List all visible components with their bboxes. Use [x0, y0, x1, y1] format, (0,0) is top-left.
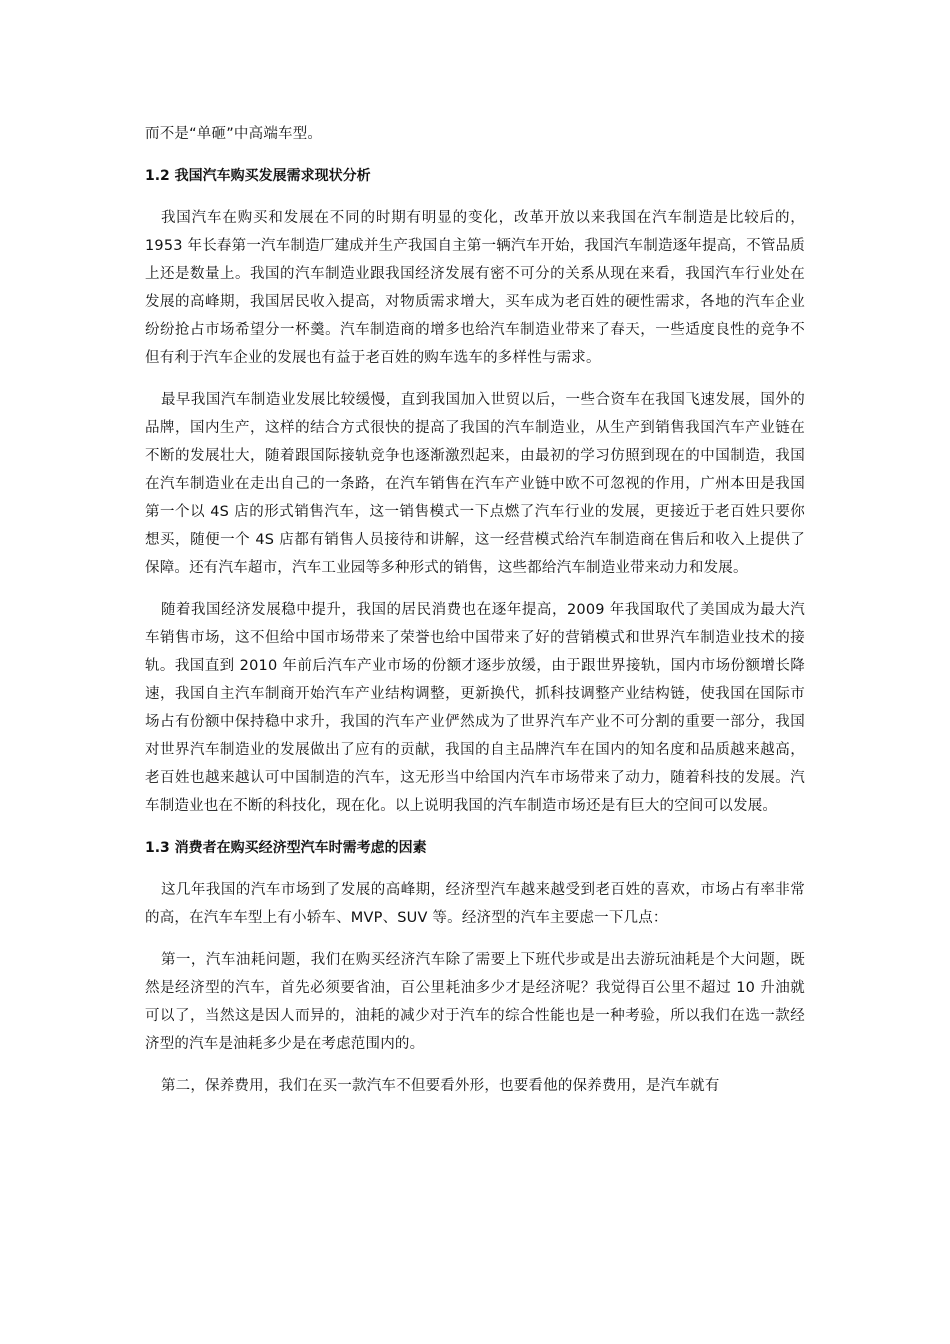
section-heading-1-3: 1.3 消费者在购买经济型汽车时需考虑的因素 — [145, 840, 427, 856]
paragraph: 随着我国经济发展稳中提升，我国的居民消费也在逐年提高，2009 年我国取代了美国成为最大汽车销售市场，这不但给中国市场带来了荣誉也给中国带来了好的营销模式和世界汽车制造业技术的接轨。我国直到 2010 年前后汽车产业市场的份额才逐步放缓，由于跟世界接轨，国内市场份额增长降速，我国自主汽车制商开始汽车产业结构调整，更新换代，抓科技调整产业结构链，使我国在国际市场占有份额中保持稳中求升，我国的汽车产业俨然成为了世界汽车产业不可分割的重要一部分，我国对世界汽车制造业的发展做出了应有的贡献，我国的自主品牌汽车在国内的知名度和品质越来越高，老百姓也越来越认可中国制造的汽车，这无形当中给国内汽车市场带来了动力，随着科技的发展。汽车制造业也在不断的科技化，现在化。以上说明我国的汽车制造市场还是有巨大的空间可以发展。 — [145, 602, 805, 814]
paragraph: 第一，汽车油耗问题，我们在购买经济汽车除了需要上下班代步或是出去游玩油耗是个大问题，既然是经济型的汽车，首先必须要省油，百公里耗油多少才是经济呢？我觉得百公里不超过 10 升油就可以了，当然这是因人而异的，油耗的减少对于汽车的综合性能也是一种考验，所以我们在选一款经济型的汽车是油耗多少是在考虑范围内的。 — [145, 952, 805, 1052]
paragraph: 第二，保养费用，我们在买一款汽车不但要看外形，也要看他的保养费用，是汽车就有 — [160, 1078, 720, 1094]
lead-line: 而不是“单砸”中高端车型。 — [145, 126, 323, 142]
paragraph: 我国汽车在购买和发展在不同的时期有明显的变化，改革开放以来我国在汽车制造是比较后的，1953 年长春第一汽车制造厂建成并生产我国自主第一辆汽车开始，我国汽车制造逐年提高，不管品质上还是数量上。我国的汽车制造业跟我国经济发展有密不可分的关系从现在来看，我国汽车行业处在发展的高峰期，我国居民收入提高，对物质需求增大，买车成为老百姓的硬性需求，各地的汽车企业纷纷抢占市场希望分一杯羹。汽车制造商的增多也给汽车制造业带来了春天，一些适度良性的竞争不但有利于汽车企业的发展也有益于老百姓的购车选车的多样性与需求。 — [145, 210, 805, 366]
paragraph: 这几年我国的汽车市场到了发展的高峰期，经济型汽车越来越受到老百姓的喜欢，市场占有率非常的高，在汽车车型上有小轿车、MVP、SUV 等。经济型的汽车主要虑一下几点： — [145, 882, 805, 926]
document-page — [145, 120, 805, 1114]
section-heading-1-2: 1.2 我国汽车购买发展需求现状分析 — [145, 168, 371, 184]
paragraph: 最早我国汽车制造业发展比较缓慢，直到我国加入世贸以后，一些合资车在我国飞速发展，国外的品牌，国内生产，这样的结合方式很快的提高了我国的汽车制造业，从生产到销售我国汽车产业链在不断的发展壮大，随着跟国际接轨竞争也逐渐激烈起来，由最初的学习仿照到现在的中国制造，我国在汽车制造业在走出自己的一条路，在汽车销售在汽车产业链中欧不可忽视的作用，广州本田是我国第一个以 4S 店的形式销售汽车，这一销售模式一下点燃了汽车行业的发展，更接近于老百姓只要你想买，随便一个 4S 店都有销售人员接待和讲解，这一经营模式给汽车制造商在售后和收入上提供了保障。还有汽车超市，汽车工业园等多种形式的销售，这些都给汽车制造业带来动力和发展。 — [145, 392, 805, 576]
